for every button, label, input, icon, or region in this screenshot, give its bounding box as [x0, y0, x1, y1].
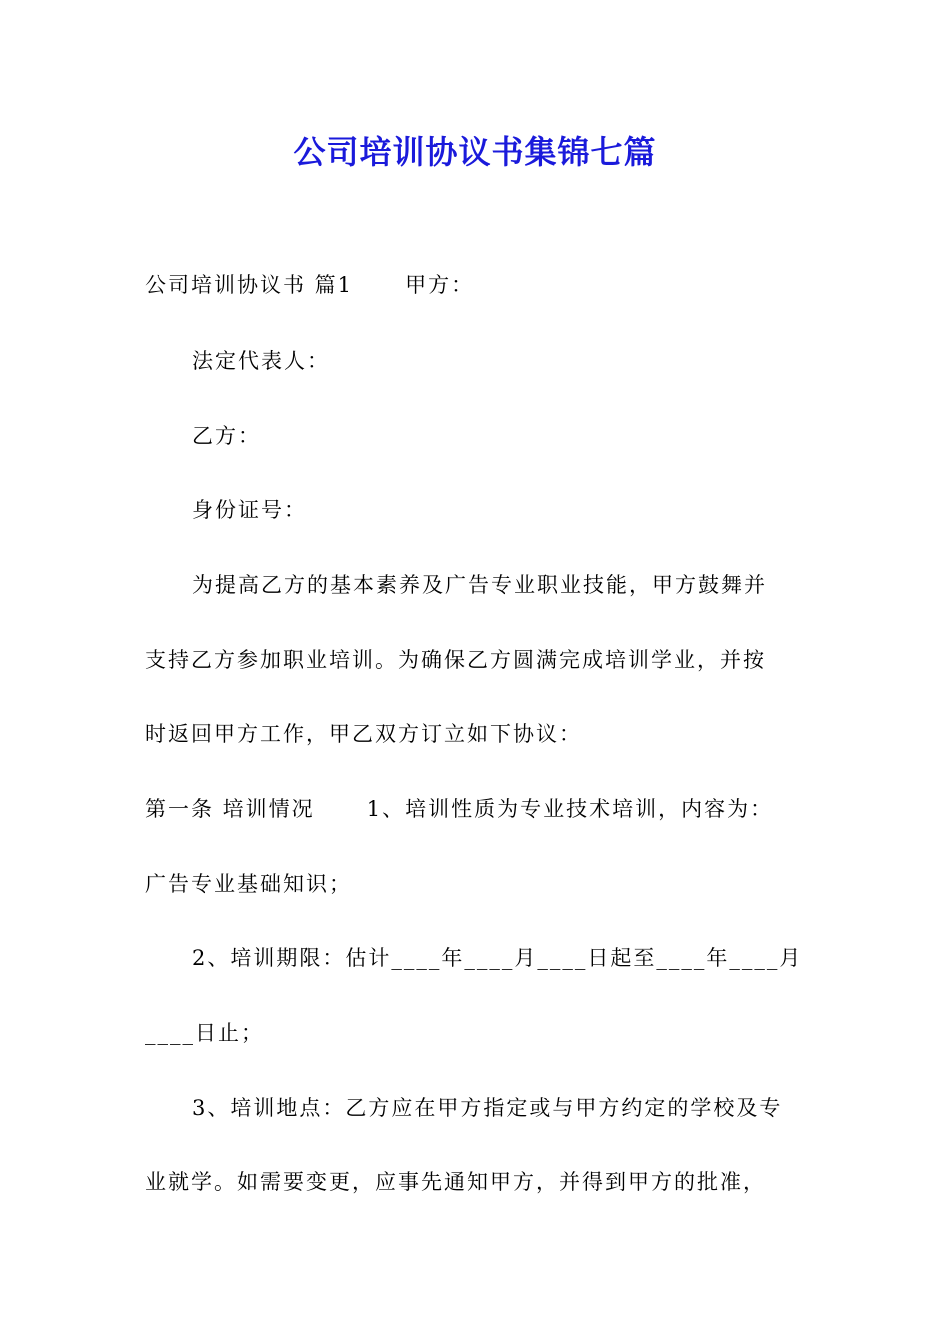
party-b-line: 乙方： [192, 424, 261, 448]
paragraph-line: 时返回甲方工作，甲乙双方订立如下协议： [145, 722, 582, 746]
document-title: 公司培训协议书集锦七篇 [293, 133, 657, 171]
paragraph-line: ____日止； [145, 1021, 264, 1045]
legal-representative-line: 法定代表人： [192, 349, 330, 373]
section-heading-line: 公司培训协议书 篇1 甲方： [145, 273, 475, 297]
paragraph-line: 广告专业基础知识； [145, 872, 352, 896]
paragraph-line: 支持乙方参加职业培训。为确保乙方圆满完成培训学业，并按 [145, 648, 766, 672]
article-heading-line: 第一条 培训情况 1、培训性质为专业技术培训，内容为： [145, 797, 774, 821]
training-period-line: 2、培训期限：估计____年____月____日起至____年____月 [192, 946, 803, 970]
paragraph-line: 为提高乙方的基本素养及广告专业职业技能，甲方鼓舞并 [192, 573, 767, 597]
training-location-line: 3、培训地点：乙方应在甲方指定或与甲方约定的学校及专 [192, 1096, 783, 1120]
id-number-line: 身份证号： [192, 498, 307, 522]
paragraph-line: 业就学。如需要变更，应事先通知甲方，并得到甲方的批准， [145, 1170, 766, 1194]
